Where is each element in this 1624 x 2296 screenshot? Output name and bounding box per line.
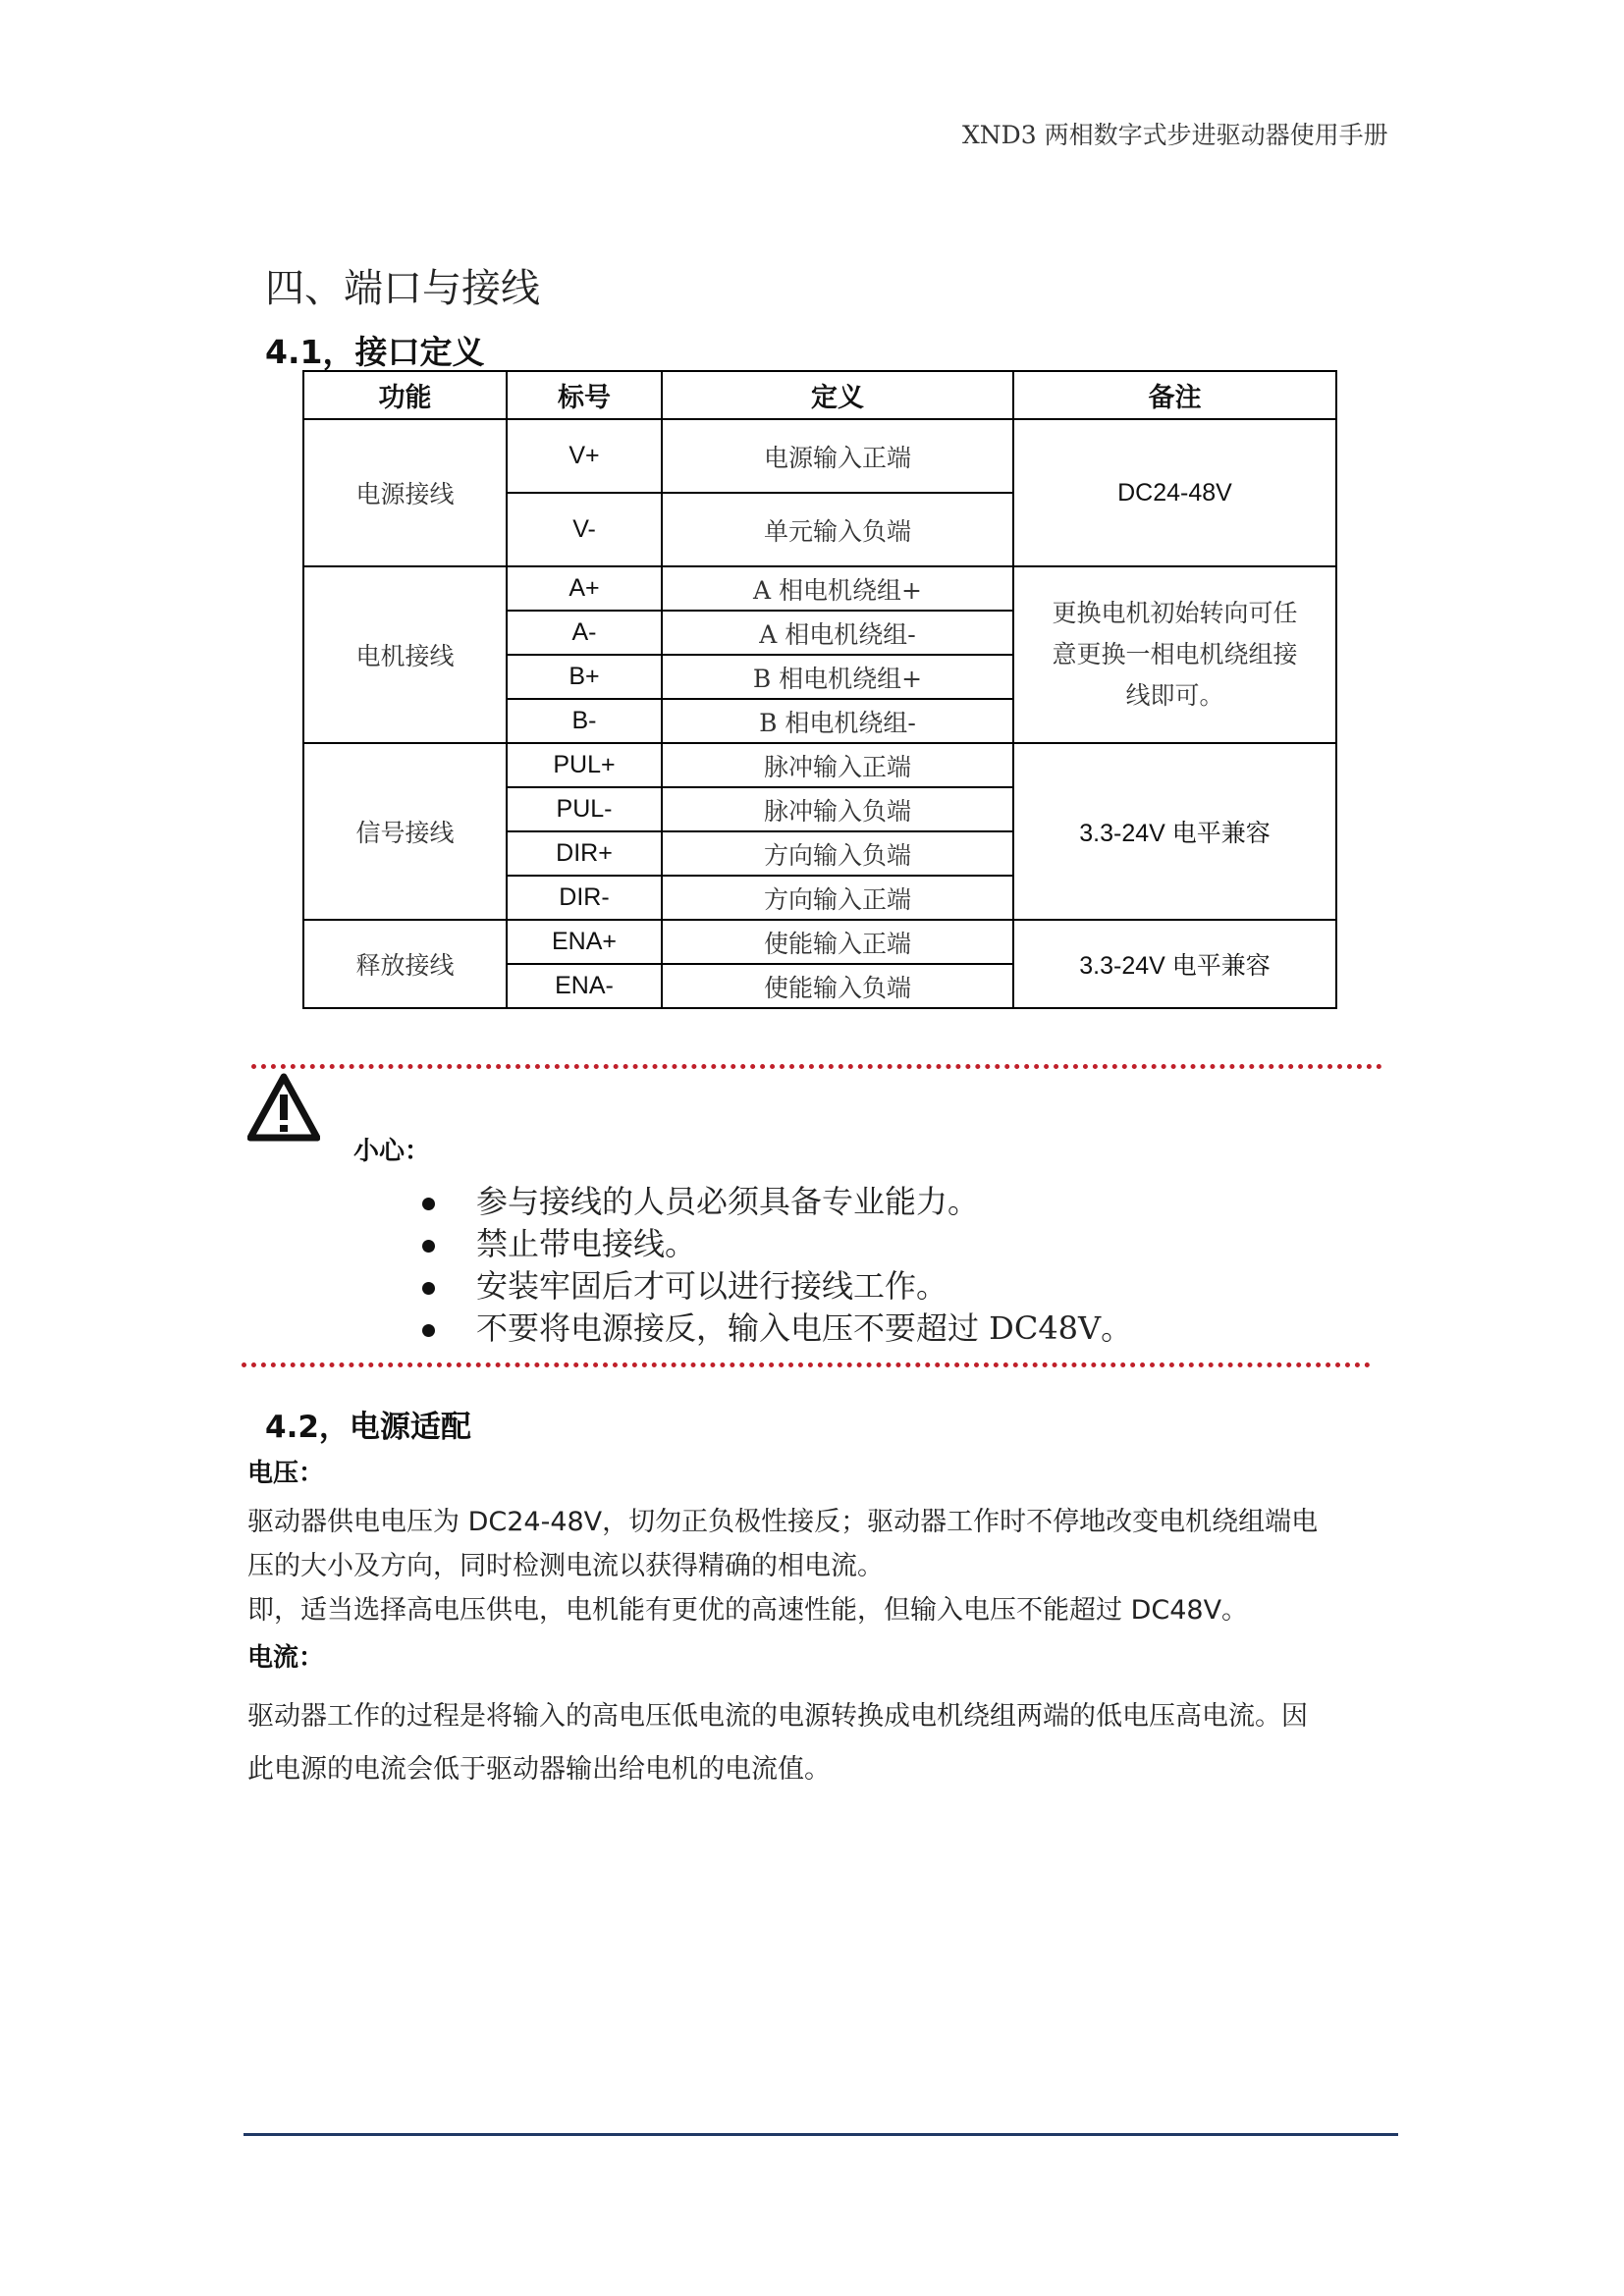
remark-cell: DC24-48V [1013, 419, 1336, 566]
label-cell: V- [507, 493, 662, 566]
list-item [422, 1265, 1132, 1308]
list-item [422, 1181, 1132, 1223]
label-cell: A+ [507, 566, 662, 611]
list-item-text: 安装牢固后才可以进行接线工作。 [476, 1267, 948, 1305]
bullet-icon [422, 1282, 435, 1295]
label-cell: B- [507, 699, 662, 743]
label-cell: A- [507, 611, 662, 655]
definition-cell: 方向输入负端 [662, 831, 1013, 876]
caution-bottom-divider [242, 1362, 1371, 1367]
definition-cell: B 相电机绕组+ [662, 655, 1013, 699]
current-paragraph-line: 驱动器工作的过程是将输入的高电压低电流的电源转换成电机绕组两端的低电压高电流。因 [247, 1701, 1308, 1732]
definition-cell: 方向输入正端 [662, 876, 1013, 920]
label-cell: PUL+ [507, 743, 662, 787]
function-cell: 电源接线 [303, 419, 507, 566]
bullet-icon [422, 1324, 435, 1337]
label-cell: DIR+ [507, 831, 662, 876]
caution-label: 小心： [353, 1137, 431, 1166]
list-item [422, 1308, 1132, 1350]
warning-triangle-icon [247, 1073, 320, 1142]
voltage-paragraph-line: 即，适当选择高电压供电，电机能有更优的高速性能，但输入电压不能超过 DC48V。 [247, 1595, 1249, 1626]
label-cell: ENA+ [507, 920, 662, 964]
bullet-icon [422, 1198, 435, 1210]
function-cell: 释放接线 [303, 920, 507, 1008]
list-item-text: 不要将电源接反，输入电压不要超过 DC48V。 [476, 1309, 1133, 1347]
list-item [422, 1223, 1132, 1265]
label-cell: DIR- [507, 876, 662, 920]
definition-cell: A 相电机绕组- [662, 611, 1013, 655]
definition-cell: B 相电机绕组- [662, 699, 1013, 743]
definition-cell: 脉冲输入负端 [662, 787, 1013, 831]
voltage-label: 电压： [247, 1459, 325, 1488]
function-cell: 电机接线 [303, 566, 507, 743]
caution-list [422, 1181, 1132, 1350]
header-title: XND3 两相数字式步进驱动器使用手册 [962, 121, 1388, 149]
label-cell: V+ [507, 419, 662, 493]
voltage-paragraph-line: 压的大小及方向，同时检测电流以获得精确的相电流。 [247, 1551, 884, 1581]
remark-line: 意更换一相电机绕组接 [1052, 640, 1298, 668]
remark-line: 线即可。 [1125, 681, 1224, 710]
interface-definition-table [302, 370, 1337, 1009]
table-row [303, 920, 1336, 964]
definition-cell: 使能输入正端 [662, 920, 1013, 964]
subsection-4-2-title: 4.2，电源适配 [265, 1410, 471, 1445]
caution-top-divider [251, 1064, 1382, 1069]
label-cell: ENA- [507, 964, 662, 1008]
table-row [303, 419, 1336, 493]
function-cell: 信号接线 [303, 743, 507, 920]
header-definition: 定义 [662, 371, 1013, 419]
list-item-text: 参与接线的人员必须具备专业能力。 [476, 1183, 980, 1220]
subsection-4-1-title: 4.1，接口定义 [265, 333, 485, 371]
table-header-row [303, 371, 1336, 419]
current-paragraph-line: 此电源的电流会低于驱动器输出给电机的电流值。 [247, 1754, 831, 1785]
header-remark: 备注 [1013, 371, 1336, 419]
remark-cell: 3.3-24V 电平兼容 [1013, 920, 1336, 1008]
definition-cell: A 相电机绕组+ [662, 566, 1013, 611]
header-label: 标号 [507, 371, 662, 419]
label-cell: B+ [507, 655, 662, 699]
remark-cell: 3.3-24V 电平兼容 [1013, 743, 1336, 920]
remark-line: 更换电机初始转向可任 [1052, 599, 1298, 627]
definition-cell: 电源输入正端 [662, 419, 1013, 493]
table-row [303, 566, 1336, 611]
remark-cell [1013, 566, 1336, 743]
list-item-text: 禁止带电接线。 [476, 1225, 697, 1262]
table-row [303, 743, 1336, 787]
section-title: 四、端口与接线 [265, 266, 540, 311]
current-label: 电流： [247, 1643, 325, 1673]
definition-cell: 单元输入负端 [662, 493, 1013, 566]
footer-rule [244, 2133, 1398, 2136]
definition-cell: 脉冲输入正端 [662, 743, 1013, 787]
bullet-icon [422, 1240, 435, 1253]
definition-cell: 使能输入负端 [662, 964, 1013, 1008]
label-cell: PUL- [507, 787, 662, 831]
header-function: 功能 [303, 371, 507, 419]
voltage-paragraph-line: 驱动器供电电压为 DC24-48V，切勿正负极性接反；驱动器工作时不停地改变电机绕组端电 [247, 1507, 1319, 1537]
